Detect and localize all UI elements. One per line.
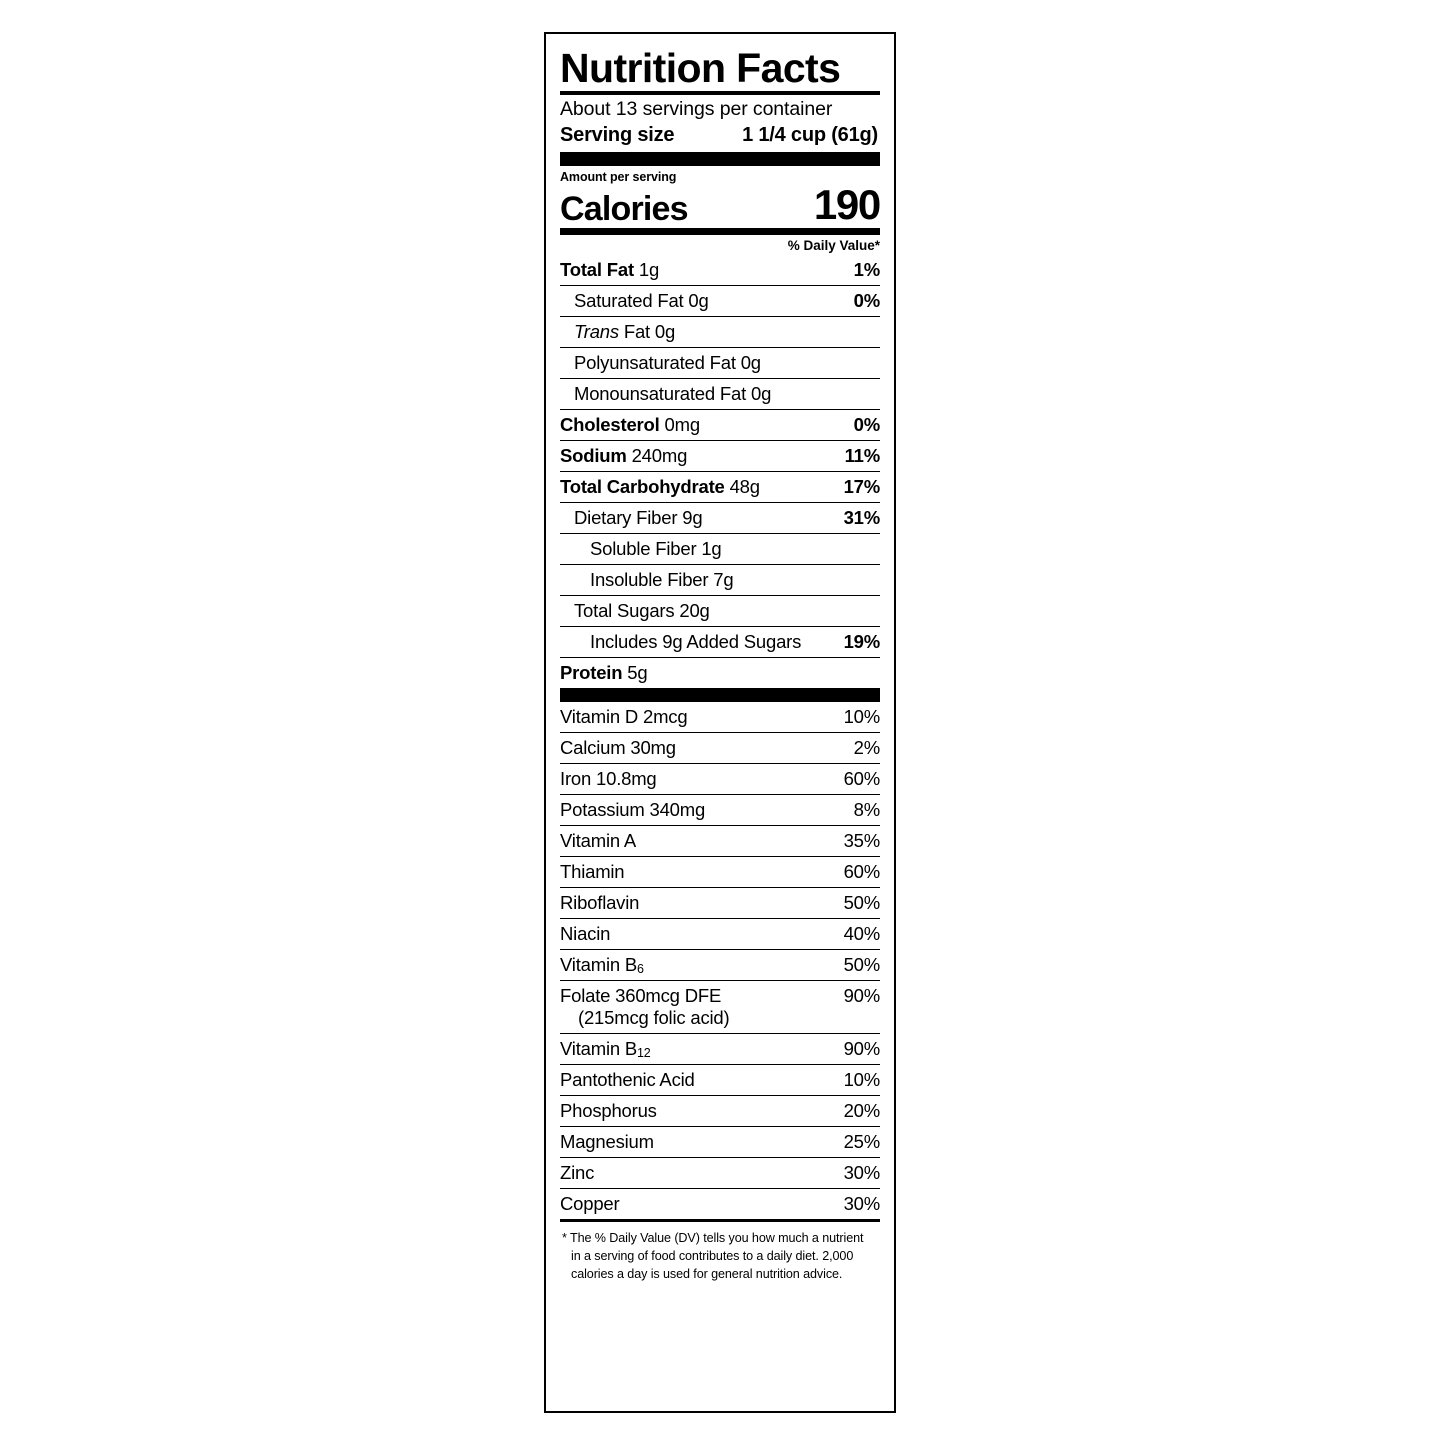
nutrient-amount: 48g: [729, 476, 760, 498]
vitamin-row-potassium: [560, 795, 880, 826]
footnote-line-3: calories a day is used for general nutrition advice.: [571, 1266, 843, 1281]
nutrient-row-sodium: [560, 441, 880, 472]
nutrient-label: Insoluble Fiber 7g: [590, 569, 734, 591]
vitamin-dv: 2%: [853, 737, 880, 759]
nutrition-facts-panel: [544, 32, 896, 1413]
vitamin-dv: 90%: [843, 1038, 880, 1060]
vitamin-dv: 8%: [853, 799, 880, 821]
vitamin-label: Vitamin D 2mcg: [560, 706, 688, 728]
nutrient-row-dietary-fiber: [560, 503, 880, 534]
nutrient-label: [560, 414, 846, 436]
vitamin-dv: 10%: [843, 1069, 880, 1091]
vitamin-row-folate: [560, 981, 880, 1034]
serving-size-value: 1 1/4 cup (61g): [742, 124, 878, 147]
daily-value-header: % Daily Value*: [787, 238, 880, 254]
nutrient-amount: 1g: [638, 259, 660, 281]
nutrient-name: Cholesterol: [560, 414, 660, 436]
folate-line-1: Folate 360mcg DFE: [560, 985, 722, 1007]
nutrient-label: [560, 445, 837, 467]
vitamin-label: Niacin: [560, 923, 611, 945]
nutrient-label: Monounsaturated Fat 0g: [574, 383, 772, 405]
calories-label: Calories: [560, 189, 688, 228]
nutrient-dv: 0%: [853, 414, 880, 436]
vitamin-label: Pantothenic Acid: [560, 1069, 695, 1091]
vitamin-label: Iron 10.8mg: [560, 768, 657, 790]
nutrient-row-total-fat: [560, 255, 880, 286]
vitamin-base: Vitamin B: [560, 1038, 638, 1060]
vitamin-dv: 60%: [843, 768, 880, 790]
nutrient-name: Protein: [560, 662, 623, 684]
nutrient-dv: 31%: [843, 507, 880, 529]
servings-per-container: About 13 servings per container: [560, 98, 833, 121]
vitamin-row-vitamin-b6: [560, 950, 880, 981]
nutrient-name: Total Fat: [560, 259, 634, 281]
nutrient-label: Total Sugars 20g: [574, 600, 710, 622]
vitamin-row-zinc: [560, 1158, 880, 1189]
folate-line-2: (215mcg folic acid): [578, 1007, 730, 1029]
vitamin-label: Riboflavin: [560, 892, 640, 914]
vitamin-label: Potassium 340mg: [560, 799, 706, 821]
divider-thick-top: [560, 152, 880, 166]
vitamin-row-copper: [560, 1189, 880, 1222]
vitamin-label: Magnesium: [560, 1131, 654, 1153]
serving-size-row: [560, 122, 880, 152]
nutrient-row-polyunsaturated-fat: [560, 348, 880, 379]
nutrition-facts-inner: [560, 45, 880, 1284]
vitamin-dv: 30%: [843, 1193, 880, 1215]
vitamin-label: Copper: [560, 1193, 620, 1215]
page-title: Nutrition Facts: [560, 45, 841, 91]
nutrient-label: [560, 476, 836, 498]
trans-italic: Trans: [574, 321, 619, 343]
calories-value: 190: [813, 181, 880, 229]
footnote-line-1: * The % Daily Value (DV) tells you how much a nutrient: [562, 1231, 864, 1246]
nutrient-label: Includes 9g Added Sugars: [590, 631, 802, 653]
amount-per-serving-label: Amount per serving: [560, 170, 677, 185]
nutrient-row-protein: [560, 658, 880, 688]
vitamin-subscript: 6: [637, 962, 644, 977]
nutrient-row-saturated-fat: [560, 286, 880, 317]
vitamin-dv: 90%: [843, 985, 880, 1007]
vitamin-dv: 50%: [843, 954, 880, 976]
daily-value-footnote: [560, 1222, 880, 1284]
vitamin-dv: 30%: [843, 1162, 880, 1184]
nutrient-label: [560, 259, 846, 281]
nutrient-label: Dietary Fiber 9g: [574, 507, 703, 529]
vitamin-row-phosphorus: [560, 1096, 880, 1127]
nutrient-name: Sodium: [560, 445, 627, 467]
nutrient-row-insoluble-fiber: [560, 565, 880, 596]
vitamin-dv: 10%: [843, 706, 880, 728]
serving-size-label: Serving size: [560, 124, 675, 147]
vitamin-label: Vitamin A: [560, 830, 637, 852]
nutrient-row-total-sugars: [560, 596, 880, 627]
vitamin-row-niacin: [560, 919, 880, 950]
vitamin-row-magnesium: [560, 1127, 880, 1158]
vitamin-label: [560, 985, 729, 1029]
divider-calories: [560, 228, 880, 235]
vitamin-row-vitamin-b12: [560, 1034, 880, 1065]
nutrient-row-added-sugars: [560, 627, 880, 658]
nutrient-amount: 0mg: [664, 414, 700, 436]
vitamin-dv: 60%: [843, 861, 880, 883]
vitamin-row-vitamin-a: [560, 826, 880, 857]
vitamin-label: Calcium 30mg: [560, 737, 676, 759]
vitamin-dv: 35%: [843, 830, 880, 852]
vitamin-label: [560, 954, 644, 976]
footnote-line-2: in a serving of food contributes to a daily diet. 2,000: [571, 1249, 854, 1264]
nutrient-row-soluble-fiber: [560, 534, 880, 565]
nutrient-label: Polyunsaturated Fat 0g: [574, 352, 761, 374]
calories-row: [560, 181, 880, 229]
vitamin-label: [560, 1038, 651, 1060]
nutrient-label: Saturated Fat 0g: [574, 290, 709, 312]
vitamin-dv: 25%: [843, 1131, 880, 1153]
nutrient-label: Trans Fat 0g: [574, 321, 676, 343]
vitamin-dv: 40%: [843, 923, 880, 945]
vitamin-subscript: 12: [637, 1046, 651, 1061]
nutrient-dv: 1%: [853, 259, 880, 281]
vitamin-base: Vitamin B: [560, 954, 638, 976]
nutrient-row-total-carbohydrate: [560, 472, 880, 503]
nutrient-name: Total Carbohydrate: [560, 476, 725, 498]
nutrient-label: Soluble Fiber 1g: [590, 538, 722, 560]
vitamin-label: Phosphorus: [560, 1100, 657, 1122]
nutrient-row-cholesterol: [560, 410, 880, 441]
nutrient-dv: 17%: [843, 476, 880, 498]
nutrient-amount: 240mg: [631, 445, 688, 467]
nutrient-dv: 0%: [853, 290, 880, 312]
nutrient-dv: 11%: [844, 445, 880, 467]
vitamin-label: Thiamin: [560, 861, 625, 883]
vitamin-row-riboflavin: [560, 888, 880, 919]
nutrient-row-monounsaturated-fat: [560, 379, 880, 410]
vitamin-row-iron: [560, 764, 880, 795]
vitamin-row-vitamin-d: [560, 702, 880, 733]
nutrient-label: [560, 662, 880, 684]
vitamin-label: Zinc: [560, 1162, 595, 1184]
divider-thick-bottom: [560, 688, 880, 702]
nutrient-row-trans-fat: [560, 317, 880, 348]
nutrient-dv: 19%: [843, 631, 880, 653]
vitamin-row-thiamin: [560, 857, 880, 888]
vitamin-dv: 20%: [843, 1100, 880, 1122]
vitamin-row-calcium: [560, 733, 880, 764]
vitamin-row-pantothenic-acid: [560, 1065, 880, 1096]
vitamin-dv: 50%: [843, 892, 880, 914]
nutrient-amount: 5g: [627, 662, 648, 684]
